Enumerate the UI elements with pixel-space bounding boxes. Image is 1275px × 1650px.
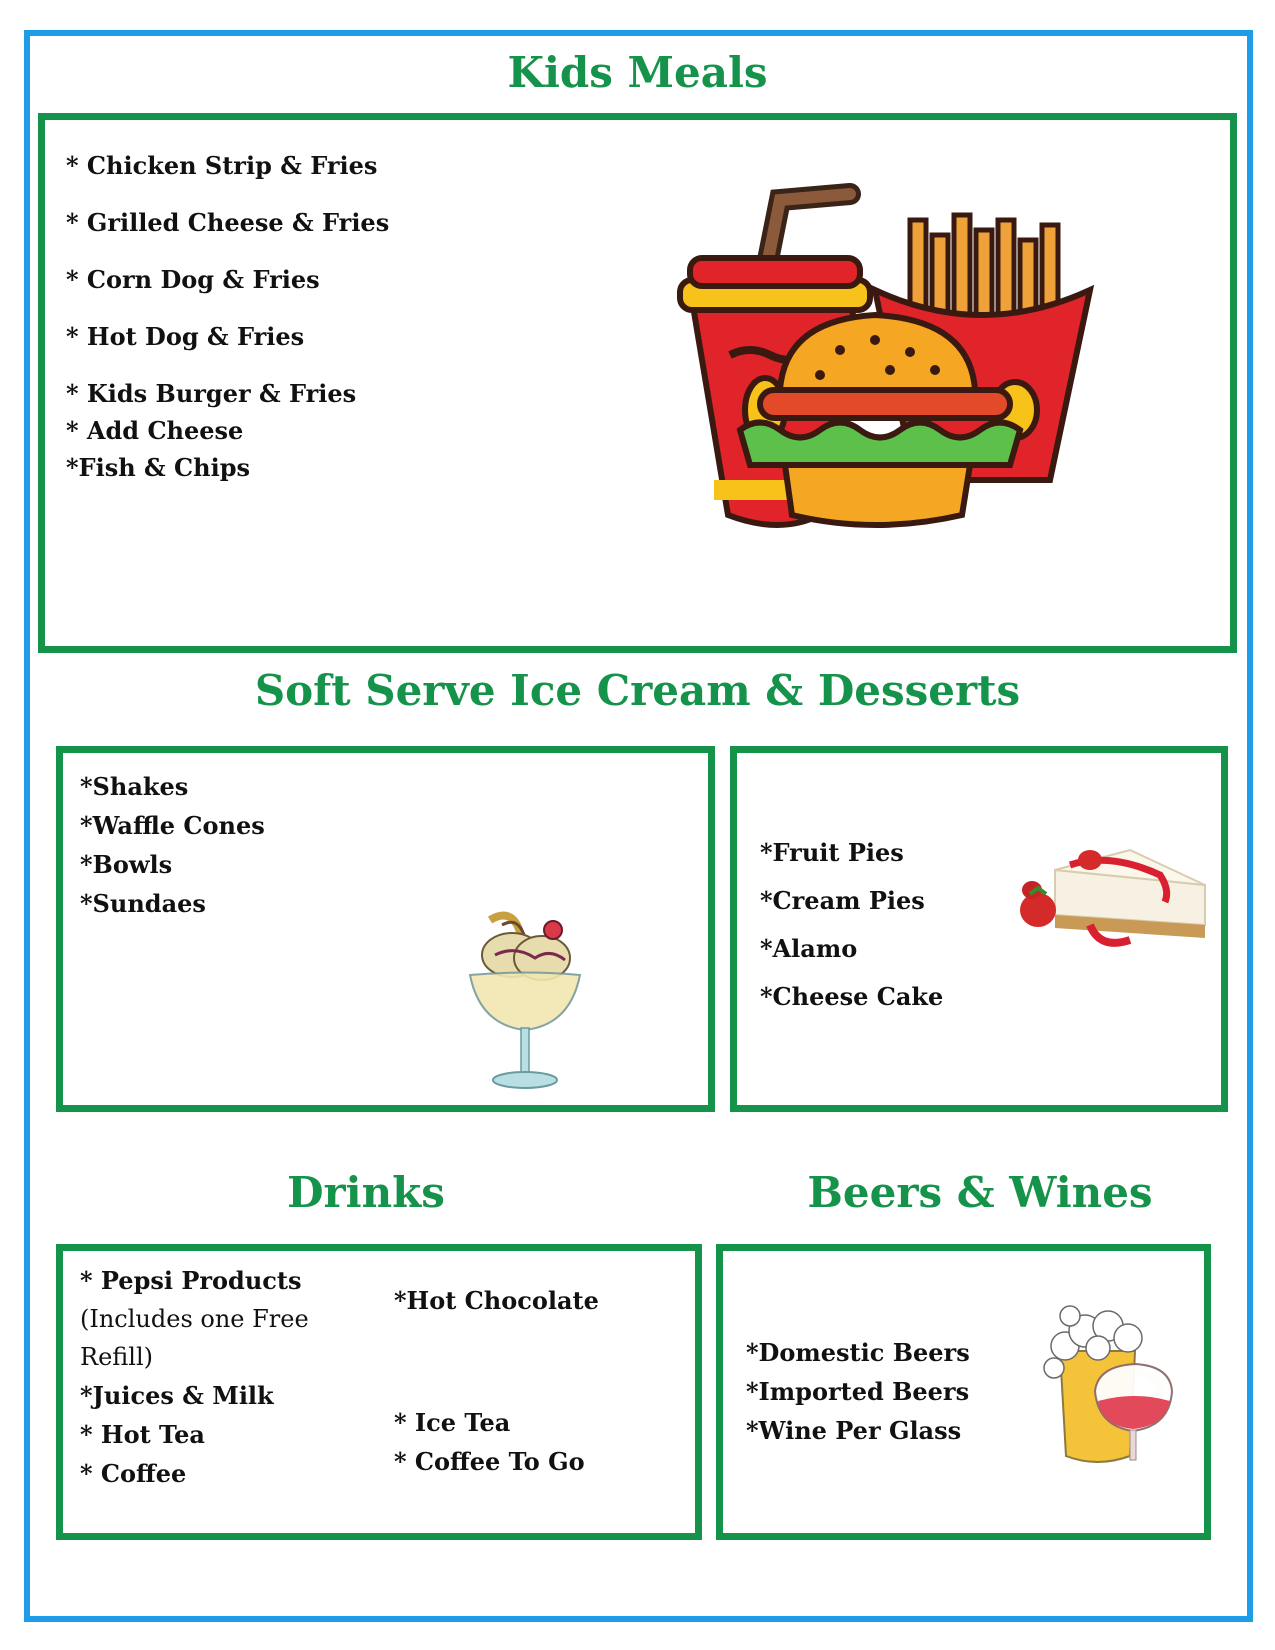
list-item: Refill) xyxy=(80,1343,153,1371)
burger-fries-soda-icon xyxy=(670,180,1130,560)
list-item: *Fruit Pies xyxy=(760,838,904,867)
list-item: *Cream Pies xyxy=(760,886,925,915)
list-item: *Cheese Cake xyxy=(760,982,944,1011)
list-item: *Sundaes xyxy=(80,889,206,918)
list-item: *Wine Per Glass xyxy=(746,1416,962,1445)
soft-serve-list xyxy=(80,772,265,918)
list-item: *Shakes xyxy=(80,772,189,801)
drinks-list-left xyxy=(80,1266,309,1488)
ice-cream-sundae-icon xyxy=(460,900,590,1095)
list-item: *Bowls xyxy=(80,850,173,879)
drinks-heading: Drinks xyxy=(287,1168,445,1217)
beers-wines-list xyxy=(746,1338,970,1445)
desserts-heading: Soft Serve Ice Cream & Desserts xyxy=(254,666,1021,715)
list-item: * Kids Burger & Fries xyxy=(66,379,357,408)
list-item: *Imported Beers xyxy=(746,1377,970,1406)
kids-meals-heading: Kids Meals xyxy=(507,48,768,97)
list-item: *Alamo xyxy=(760,934,858,963)
list-item: * Coffee To Go xyxy=(394,1447,585,1476)
drinks-list-right-bottom xyxy=(394,1408,585,1476)
kids-meals-list xyxy=(66,151,389,482)
list-item: * Add Cheese xyxy=(66,416,244,445)
beers-wines-heading: Beers & Wines xyxy=(807,1168,1153,1217)
list-item: *Hot Chocolate xyxy=(394,1286,599,1315)
beer-and-wine-glasses-icon xyxy=(1040,1296,1180,1476)
list-item: * Hot Dog & Fries xyxy=(66,322,305,351)
list-item: * Ice Tea xyxy=(394,1408,511,1437)
list-item: *Juices & Milk xyxy=(80,1381,274,1410)
list-item: * Coffee xyxy=(80,1459,187,1488)
list-item: * Corn Dog & Fries xyxy=(66,265,320,294)
list-item: * Chicken Strip & Fries xyxy=(66,151,378,180)
list-item: * Hot Tea xyxy=(80,1420,205,1449)
cheesecake-slice-icon xyxy=(1010,830,1210,965)
drinks-list-right-top xyxy=(394,1286,599,1315)
list-item: (Includes one Free xyxy=(80,1305,309,1333)
list-item: * Pepsi Products xyxy=(80,1266,302,1295)
list-item: *Waffle Cones xyxy=(80,811,265,840)
list-item: * Grilled Cheese & Fries xyxy=(66,208,390,237)
desserts-list xyxy=(760,838,943,1011)
list-item: *Domestic Beers xyxy=(746,1338,970,1367)
list-item: *Fish & Chips xyxy=(66,453,251,482)
